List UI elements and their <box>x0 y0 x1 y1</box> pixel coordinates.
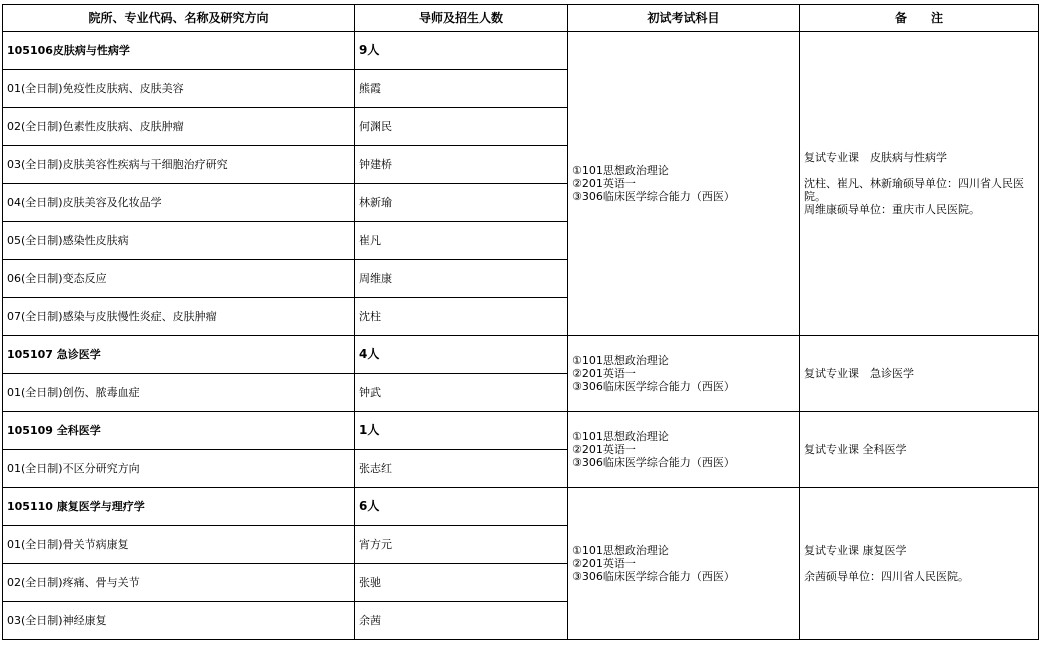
remarks <box>800 336 1039 412</box>
research-direction: 06(全日制)变态反应 <box>3 260 355 298</box>
major-name: 105109 全科医学 <box>3 412 355 450</box>
header-direction: 院所、专业代码、名称及研究方向 <box>3 5 355 32</box>
advisor-name: 宵方元 <box>355 526 568 564</box>
advisor-name: 余茜 <box>355 602 568 640</box>
exam-line: ②201英语一 <box>572 177 636 190</box>
exam-line: ②201英语一 <box>572 557 636 570</box>
remark-spacer <box>804 164 1034 177</box>
exam-subjects <box>568 32 800 336</box>
advisor-name: 周维康 <box>355 260 568 298</box>
research-direction: 01(全日制)免疫性皮肤病、皮肤美容 <box>3 70 355 108</box>
research-direction: 03(全日制)神经康复 <box>3 602 355 640</box>
remark-line: 复试专业课 康复医学 <box>804 544 907 557</box>
remark-line: 周维康硕导单位：重庆市人民医院。 <box>804 203 980 216</box>
enrollment-count: 1人 <box>355 412 568 450</box>
advisor-name: 钟建桥 <box>355 146 568 184</box>
exam-line: ③306临床医学综合能力（西医） <box>572 380 735 393</box>
header-row <box>3 5 1039 32</box>
exam-line: ③306临床医学综合能力（西医） <box>572 456 735 469</box>
enrollment-table <box>2 4 1039 640</box>
enrollment-count: 4人 <box>355 336 568 374</box>
remark-line: 沈柱、崔凡、林新瑜硕导单位：四川省人民医院。 <box>804 177 1024 203</box>
advisor-name: 何渊民 <box>355 108 568 146</box>
advisor-name: 崔凡 <box>355 222 568 260</box>
research-direction: 05(全日制)感染性皮肤病 <box>3 222 355 260</box>
exam-subjects <box>568 336 800 412</box>
header-exam: 初试考试科目 <box>568 5 800 32</box>
advisor-name: 张驰 <box>355 564 568 602</box>
enrollment-count: 9人 <box>355 32 568 70</box>
exam-subjects <box>568 488 800 640</box>
research-direction: 01(全日制)创伤、脓毒血症 <box>3 374 355 412</box>
exam-line: ②201英语一 <box>572 367 636 380</box>
exam-line: ③306临床医学综合能力（西医） <box>572 570 735 583</box>
remarks <box>800 488 1039 640</box>
research-direction: 04(全日制)皮肤美容及化妆品学 <box>3 184 355 222</box>
exam-line: ①101思想政治理论 <box>572 544 669 557</box>
header-note: 备 注 <box>800 5 1039 32</box>
header-advisor: 导师及招生人数 <box>355 5 568 32</box>
major-row <box>3 488 1039 526</box>
exam-line: ①101思想政治理论 <box>572 430 669 443</box>
remark-line: 复试专业课 急诊医学 <box>804 367 914 380</box>
exam-line: ①101思想政治理论 <box>572 164 669 177</box>
advisor-name: 沈柱 <box>355 298 568 336</box>
major-row <box>3 336 1039 374</box>
research-direction: 02(全日制)色素性皮肤病、皮肤肿瘤 <box>3 108 355 146</box>
remark-spacer <box>804 557 1034 570</box>
major-name: 105107 急诊医学 <box>3 336 355 374</box>
research-direction: 02(全日制)疼痛、骨与关节 <box>3 564 355 602</box>
remarks <box>800 32 1039 336</box>
exam-line: ②201英语一 <box>572 443 636 456</box>
remark-line: 复试专业课 皮肤病与性病学 <box>804 151 947 164</box>
remark-line: 余茜硕导单位：四川省人民医院。 <box>804 570 969 583</box>
advisor-name: 林新瑜 <box>355 184 568 222</box>
enrollment-count: 6人 <box>355 488 568 526</box>
remark-line: 复试专业课 全科医学 <box>804 443 907 456</box>
remarks <box>800 412 1039 488</box>
advisor-name: 张志红 <box>355 450 568 488</box>
major-row <box>3 32 1039 70</box>
research-direction: 07(全日制)感染与皮肤慢性炎症、皮肤肿瘤 <box>3 298 355 336</box>
major-name: 105110 康复医学与理疗学 <box>3 488 355 526</box>
advisor-name: 熊霞 <box>355 70 568 108</box>
major-name: 105106皮肤病与性病学 <box>3 32 355 70</box>
advisor-name: 钟武 <box>355 374 568 412</box>
research-direction: 03(全日制)皮肤美容性疾病与干细胞治疗研究 <box>3 146 355 184</box>
exam-line: ③306临床医学综合能力（西医） <box>572 190 735 203</box>
research-direction: 01(全日制)骨关节病康复 <box>3 526 355 564</box>
exam-subjects <box>568 412 800 488</box>
major-row <box>3 412 1039 450</box>
exam-line: ①101思想政治理论 <box>572 354 669 367</box>
research-direction: 01(全日制)不区分研究方向 <box>3 450 355 488</box>
